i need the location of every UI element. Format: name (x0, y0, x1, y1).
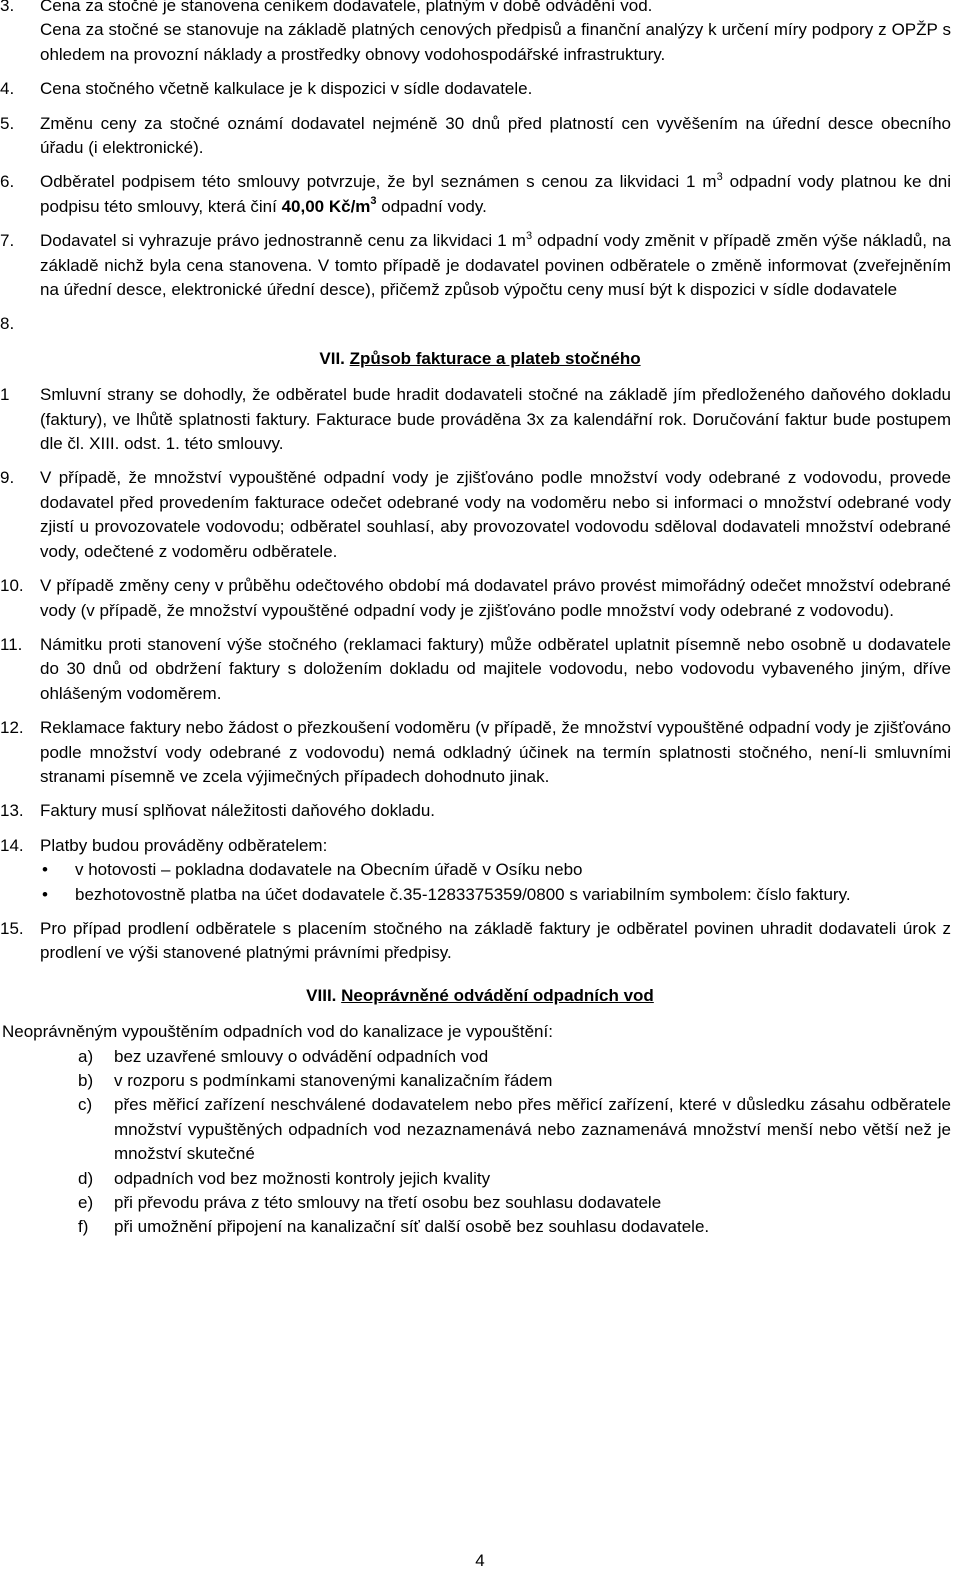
clause-number: 9. (0, 468, 15, 488)
list-item: d) odpadních vod bez možnosti kontroly jejich kvality (0, 1167, 960, 1191)
clause-4 (0, 77, 960, 101)
clause-14 (0, 834, 960, 858)
superscript: 3 (525, 229, 533, 242)
clause-5 (0, 112, 960, 161)
section-roman: VIII. (306, 985, 337, 1005)
clause-text: V případě, že množství vypouštěné odpadní vody je zjišťováno podle množství vody odebrané z vodovodu, provede dodavatel před provedením fakturace odečet odebrané vody na vodoměru nebo si informaci o množství odebrané vody zjistí u provozovatele vodovodu; odběratel souhlasí, aby provozovatel vodovodu sděloval dodavateli množství odebrané vody, odečtené z vodoměru odběratele. (40, 468, 951, 561)
price-value: 40,00 $Kč/m^3$ (281, 195, 377, 216)
section-roman: VII. (319, 348, 345, 368)
clause-number: 6. (0, 172, 15, 192)
clause-1 (0, 383, 960, 456)
clause-13 (0, 799, 960, 823)
clause-text: Cena za stočné se stanovuje na základě platných cenových předpisů a finanční analýzy k určení míry podpory z OPŽP s ohledem na provozní náklady a prostředky obnovy vodohospodářské infrastruktury. (40, 20, 951, 64)
clause-number: 12. (0, 718, 24, 738)
list-item: c) přes měřicí zařízení neschválené dodavatelem nebo přes měřicí zařízení, které v důsledku zásahu odběratele množství vypuštěných odpadních vod nezaznamenává nebo zaznamenává množství menší nebo větší než je množství skutečné (78, 1095, 951, 1164)
clause-15 (0, 917, 960, 966)
clause-number: 3. (0, 0, 15, 15)
section-title: Způsob fakturace a plateb stočného (349, 348, 641, 368)
clause-text: V případě změny ceny v průběhu odečtového období má dodavatel právo provést mimořádný odečet množství odebrané vody (v případě, že množství vypouštěné odpadní vody je zjišťováno podle množství vody odebrané z vodovodu). (40, 576, 951, 620)
section-heading-7 (0, 347, 960, 371)
clause-number: 13. (0, 801, 24, 821)
clause-number: 11. (0, 634, 23, 654)
list-item: a) bez uzavřené smlouvy o odvádění odpadních vod (0, 1045, 960, 1069)
clause-text: Cena stočného včetně kalkulace je k dispozici v sídle dodavatele. (40, 79, 533, 99)
page-number: 4 (475, 1551, 485, 1570)
bullet-icon: • (42, 860, 48, 880)
list-letter: c) (78, 1095, 93, 1115)
list-item: • bezhotovostně platba na účet dodavatele č.35-1283375359/0800 s variabilním symbolem: číslo faktury. (0, 883, 960, 907)
list-item: f) při umožnění připojení na kanalizační síť další osobě bez souhlasu dodavatele. (0, 1215, 960, 1239)
payment-methods-list (0, 858, 960, 907)
clause-text: Reklamace faktury nebo žádost o přezkoušení vodoměru (v případě, že množství vypouštěné odpadní vody je zjišťováno podle množství vody odebrané z vodovodu) nemá odkladný účinek na termín splatnosti stočného, není-li smluvními stranami písemně ve zcela výjimečných případech dohodnuto jinak. (40, 718, 951, 786)
clause-number: 10. (0, 576, 24, 596)
section-heading-8 (0, 984, 960, 1008)
list-letter: e) (78, 1193, 94, 1213)
clause-11 (0, 633, 960, 706)
clause-12 (0, 716, 960, 789)
clause-number: 4. (0, 79, 15, 99)
clause-10 (0, 574, 960, 623)
clause-number: 1 (0, 385, 10, 405)
bullet-icon: • (42, 884, 48, 904)
clause-number: 14. (0, 835, 24, 855)
section-intro: Neoprávněným vypouštěním odpadních vod do kanalizace je vypouštění: (2, 1022, 553, 1042)
clause-7 (0, 229, 960, 302)
clause-number: 7. (0, 231, 15, 251)
list-letter: a) (78, 1046, 94, 1066)
clause-number: 8. (0, 314, 15, 334)
superscript: 3 (716, 170, 723, 183)
clause-text: Platby budou prováděny odběratelem: (40, 835, 328, 855)
clause-text: Cena za stočné je stanovena ceníkem dodavatele, platným v době odvádění vod. (40, 0, 653, 15)
list-letter: f) (78, 1217, 89, 1237)
clause-number: 5. (0, 113, 15, 133)
section-title: Neoprávněné odvádění odpadních vod (341, 985, 654, 1005)
clause-text: Změnu ceny za stočné oznámí dodavatel nejméně 30 dnů před platností cen vyvěšením na úřední desce obecního úřadu (i elektronické). (40, 113, 951, 158)
clause-8 (0, 312, 960, 336)
list-item: b) v rozporu s podmínkami stanovenými kanalizačním řádem (0, 1069, 960, 1093)
violations-list (0, 1045, 960, 1240)
list-letter: b) (78, 1071, 94, 1091)
clause-text: Dodavatel si vyhrazuje právo jednostranně cenu za likvidaci 1 $m^3$ odpadní vody změnit v případě změn výše nákladů, na základě nichž byla cena stanovena. V tomto případě je dodavatel povinen odběratele o změně informovat (zveřejněním na úřední desce, elektronické úřední desce), přičemž způsob výpočtu ceny musí být k dispozici v sídle dodavatele (40, 229, 951, 300)
list-letter: d) (78, 1168, 94, 1188)
clause-text: Námitku proti stanovení výše stočného (reklamaci faktury) může odběratel uplatnit písemně nebo osobně u dodavatele do 30 dnů od obdržení faktury s doložením dokladu od majitele vodovodu, nebo vodovodu vybaveného jiným, dříve ohlášeným vodoměrem. (40, 634, 951, 703)
clause-6 (0, 170, 960, 219)
clause-9 (0, 466, 960, 564)
list-item: • v hotovosti – pokladna dodavatele na Obecním úřadě v Osíku nebo (0, 858, 960, 882)
list-item: e) při převodu práva z této smlouvy na třetí osobu bez souhlasu dodavatele (0, 1191, 960, 1215)
clause-text: Faktury musí splňovat náležitosti daňového dokladu. (40, 801, 436, 821)
clause-text: Odběratel podpisem této smlouvy potvrzuje, že byl seznámen s cenou za likvidaci 1 $m^3$ odpadní vody platnou ke dni podpisu této smlouvy, která činí 40,00 $Kč/m^3$ odpadní vody. (40, 170, 952, 216)
clause-3 (0, 0, 960, 67)
clause-text: Pro případ prodlení odběratele s placením stočného na základě faktury je odběratel povinen uhradit dodavateli úrok z prodlení ve výši stanovené platnými právními předpisy. (40, 918, 951, 963)
clause-number: 15. (0, 918, 24, 938)
clause-text: Smluvní strany se dohodly, že odběratel bude hradit dodavateli stočné na základě jím předloženého daňového dokladu (faktury), ve lhůtě splatnosti faktury. Fakturace bude prováděna 3x za kalendářní rok. Doručování faktur bude postupem dle čl. XIII. odst. 1. této smlouvy. (40, 385, 951, 454)
